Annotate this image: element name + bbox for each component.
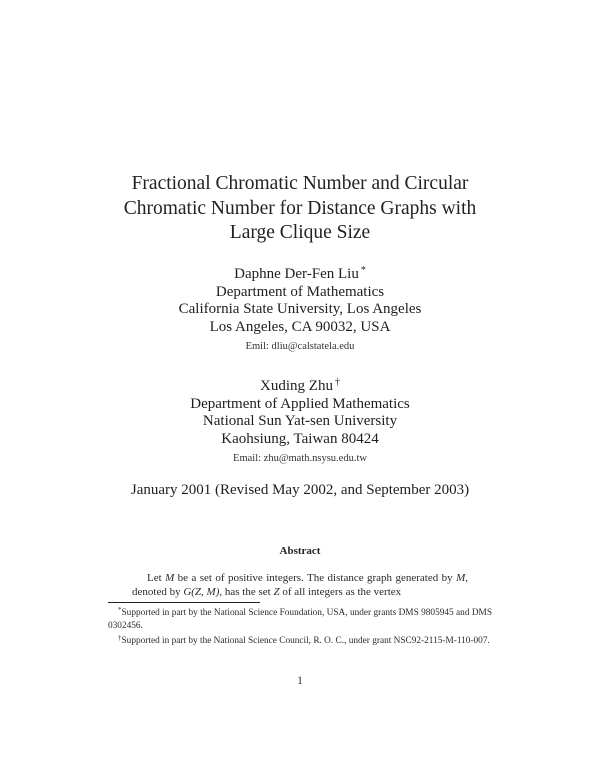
footnote-mark: †	[118, 634, 122, 642]
author-email: Email: zhu@math.nsysu.edu.tw	[233, 453, 367, 464]
abstract-text-run: be a set of positive integers. The distance graph generated by	[174, 572, 457, 584]
footnote-mark: *	[118, 606, 122, 614]
author-department: Department of Mathematics	[215, 283, 385, 300]
title-line: Chromatic Number for Distance Graphs with	[123, 197, 477, 219]
abstract-heading: Abstract	[279, 545, 321, 557]
title-line: Large Clique Size	[229, 222, 371, 243]
author-institution: National Sun Yat-sen University	[202, 413, 398, 429]
math-symbol: M	[165, 572, 175, 584]
abstract-text-run: Let	[147, 572, 166, 584]
title-line: Fractional Chromatic Number and Circular	[131, 173, 469, 194]
author-institution: California State University, Los Angeles	[178, 301, 422, 317]
footnote-text: Supported in part by the National Science Foundation, USA, under grants DMS 9805945 and DMS 0302456.	[108, 608, 492, 631]
author-name: Daphne Der-Fen Liu	[234, 266, 359, 282]
author-address: Kaohsiung, Taiwan 80424	[221, 430, 379, 447]
footnotes	[108, 604, 492, 648]
author-name-line	[0, 262, 600, 284]
footnote-mark: *	[360, 265, 366, 276]
footnote	[108, 632, 492, 648]
author-address: Los Angeles, CA 90032, USA	[209, 318, 391, 335]
abstract-text-run: , has the set	[219, 586, 274, 598]
author-email: Emil: dliu@calstatela.edu	[245, 341, 355, 352]
footnote-text: Supported in part by the National Science Council, R. O. C., under grant NSC92-2115-M-110-007.	[121, 636, 490, 646]
author-name-line	[0, 374, 600, 396]
abstract-text	[132, 571, 468, 599]
footnote	[108, 604, 492, 632]
author-name: Xuding Zhu	[260, 378, 333, 394]
footnote-mark: †	[334, 377, 340, 388]
abstract-text-run: of all integers as the vertex	[279, 586, 402, 598]
footnote-divider	[108, 602, 260, 603]
math-symbol: Z	[273, 586, 280, 598]
abstract-text-run: , denoted by	[132, 572, 468, 598]
page-number: 1	[297, 675, 303, 687]
paper-date: January 2001 (Revised May 2002, and September 2003)	[130, 482, 470, 498]
math-symbol: M	[456, 572, 466, 584]
paper-title	[0, 172, 600, 246]
author-block-2	[0, 374, 600, 466]
math-expression: G(Z, M)	[183, 586, 220, 598]
author-department: Department of Applied Mathematics	[190, 395, 410, 412]
author-block-1	[0, 262, 600, 354]
